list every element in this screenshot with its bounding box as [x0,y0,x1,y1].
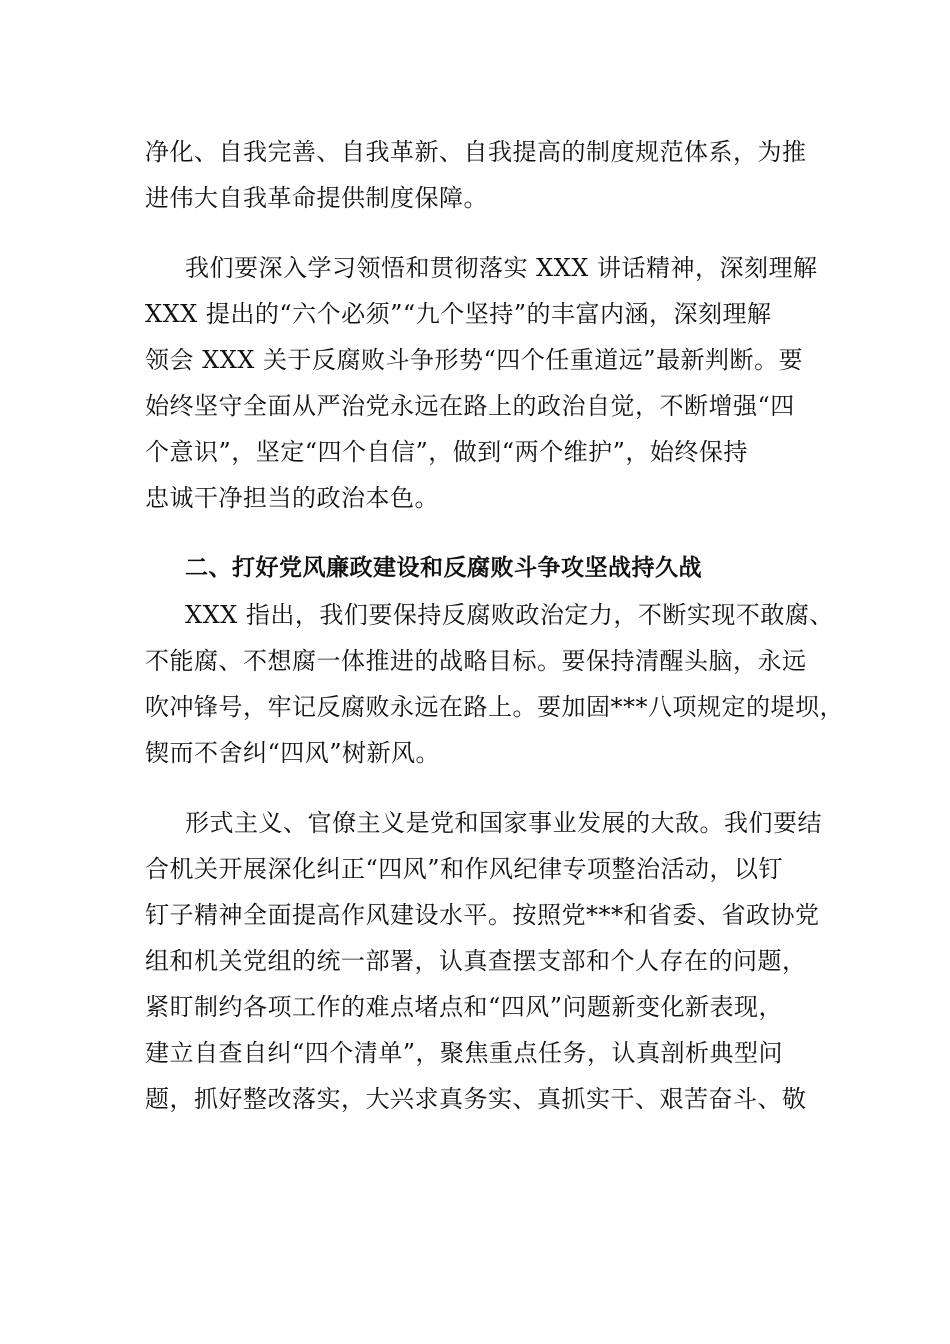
paragraph-2-line-6: 忠诚干净担当的政治本色。 [145,484,439,512]
paragraph-4-line-5: 紧盯制约各项工作的难点堵点和“四风”问题新变化新表现， [145,993,784,1021]
paragraph-4-line-4: 组和机关党组的统一部署，认真查摆支部和个人存在的问题， [145,947,807,975]
paragraph-4-line-7: 题，抓好整改落实，大兴求真务实、真抓实干、艰苦奋斗、敬 [145,1085,807,1113]
paragraph-1-line-2: 进伟大自我革命提供制度保障。 [145,184,488,212]
paragraph-3-line-1: XXX 指出，我们要保持反腐败政治定力，不断实现不敢腐、 [185,601,834,629]
paragraph-1-line-1: 净化、自我完善、自我革新、自我提高的制度规范体系，为推 [145,138,807,166]
section-heading: 二、打好党风廉政建设和反腐败斗争攻坚战持久战 [185,555,702,581]
paragraph-3-line-2: 不能腐、不想腐一体推进的战略目标。要保持清醒头脑，永远 [145,647,807,675]
paragraph-3-line-3: 吹冲锋号，牢记反腐败永远在路上。要加固***八项规定的堤坝， [145,693,844,721]
paragraph-2-line-2: XXX 提出的“六个必须”“九个坚持”的丰富内涵，深刻理解 [145,300,772,328]
paragraph-2-line-1: 我们要深入学习领悟和贯彻落实 XXX 讲话精神，深刻理解 [185,254,818,282]
paragraph-2-line-5: 个意识”，坚定“四个自信”，做到“两个维护”，始终保持 [145,438,748,466]
paragraph-2-line-3: 领会 XXX 关于反腐败斗争形势“四个任重道远”最新判断。要 [145,346,804,374]
paragraph-4-line-3: 钉子精神全面提高作风建设水平。按照党***和省委、省政协党 [145,901,820,929]
paragraph-3-line-4: 锲而不舍纠“四风”树新风。 [145,739,441,767]
paragraph-4-line-2: 合机关开展深化纠正“四风”和作风纪律专项整治活动，以钉 [145,855,784,883]
paragraph-4-line-6: 建立自查自纠“四个清单”，聚焦重点任务，认真剖析典型问 [145,1039,784,1067]
paragraph-2-line-4: 始终坚守全面从严治党永远在路上的政治自觉，不断增强“四 [145,392,795,420]
paragraph-4-line-1: 形式主义、官僚主义是党和国家事业发展的大敌。我们要结 [185,809,822,837]
